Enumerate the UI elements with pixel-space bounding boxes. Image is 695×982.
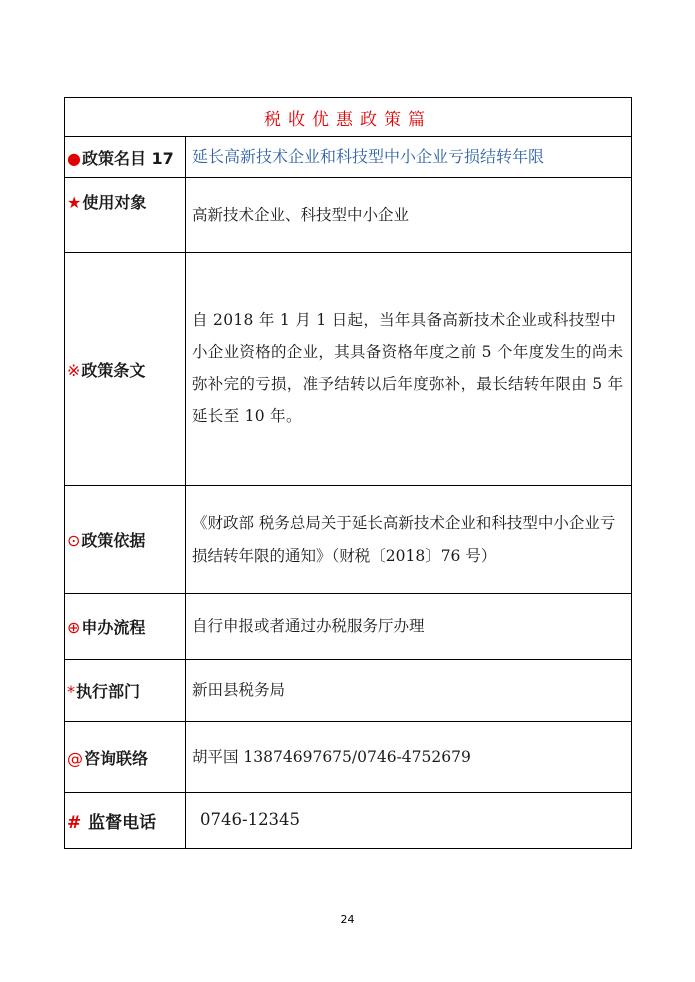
process-row: [65, 594, 632, 660]
department-label-cell: [65, 660, 186, 722]
policy-table: [64, 97, 632, 849]
supervision-label-cell: [65, 793, 186, 849]
department-label: 执行部门: [76, 682, 141, 701]
clause-label-cell: [65, 253, 186, 486]
at-sign-icon: @: [67, 748, 83, 768]
target-row: [65, 178, 632, 253]
supervision-value: 0746-12345: [186, 793, 632, 849]
process-value: 自行申报或者通过办税服务厅办理: [186, 594, 632, 660]
contact-label: 咨询联络: [84, 748, 149, 768]
hash-icon: #: [67, 813, 82, 833]
red-circle-icon: ●: [67, 148, 81, 168]
clause-value: 自 2018 年 1 月 1 日起，当年具备高新技术企业或科技型中小企业资格的企业，其具备资格年度之前 5 个年度发生的尚未弥补完的亏损，准予结转以后年度弥补，最长结转年限由 5 年延长至 10 年。: [186, 253, 632, 486]
star-icon: ★: [67, 193, 82, 212]
clause-row: [65, 253, 632, 486]
basis-value: 《财政部 税务总局关于延长高新技术企业和科技型中小企业亏损结转年限的通知》（财税〔2018〕76 号）: [186, 486, 632, 594]
policy-name-value: 延长高新技术企业和科技型中小企业亏损结转年限: [186, 137, 632, 178]
policy-name-row: [65, 137, 632, 178]
target-value: 高新技术企业、科技型中小企业: [186, 178, 632, 253]
circled-dot-icon: ⊙: [67, 531, 81, 550]
supervision-row: [65, 793, 632, 849]
page-title: 税收优惠政策篇: [65, 98, 632, 137]
basis-label-cell: [65, 486, 186, 594]
target-label-cell: [65, 178, 186, 253]
department-value: 新田县税务局: [186, 660, 632, 722]
page-number: 24: [340, 913, 355, 926]
title-row: [65, 98, 632, 137]
clause-label: 政策条文: [81, 360, 146, 380]
policy-name-label: 政策名目 17: [81, 148, 174, 168]
basis-label: 政策依据: [81, 531, 146, 550]
target-label: 使用对象: [82, 193, 147, 212]
process-label-cell: [65, 594, 186, 660]
circled-plus-icon: ⊕: [67, 618, 81, 637]
supervision-label: 监督电话: [82, 813, 157, 833]
contact-row: [65, 722, 632, 793]
policy-name-label-cell: [65, 137, 186, 178]
contact-label-cell: [65, 722, 186, 793]
asterisk-icon: *: [67, 682, 75, 701]
reference-mark-icon: ※: [67, 360, 81, 380]
contact-value: 胡平国 13874697675/0746-4752679: [186, 722, 632, 793]
process-label: 申办流程: [81, 618, 146, 637]
department-row: [65, 660, 632, 722]
basis-row: [65, 486, 632, 594]
